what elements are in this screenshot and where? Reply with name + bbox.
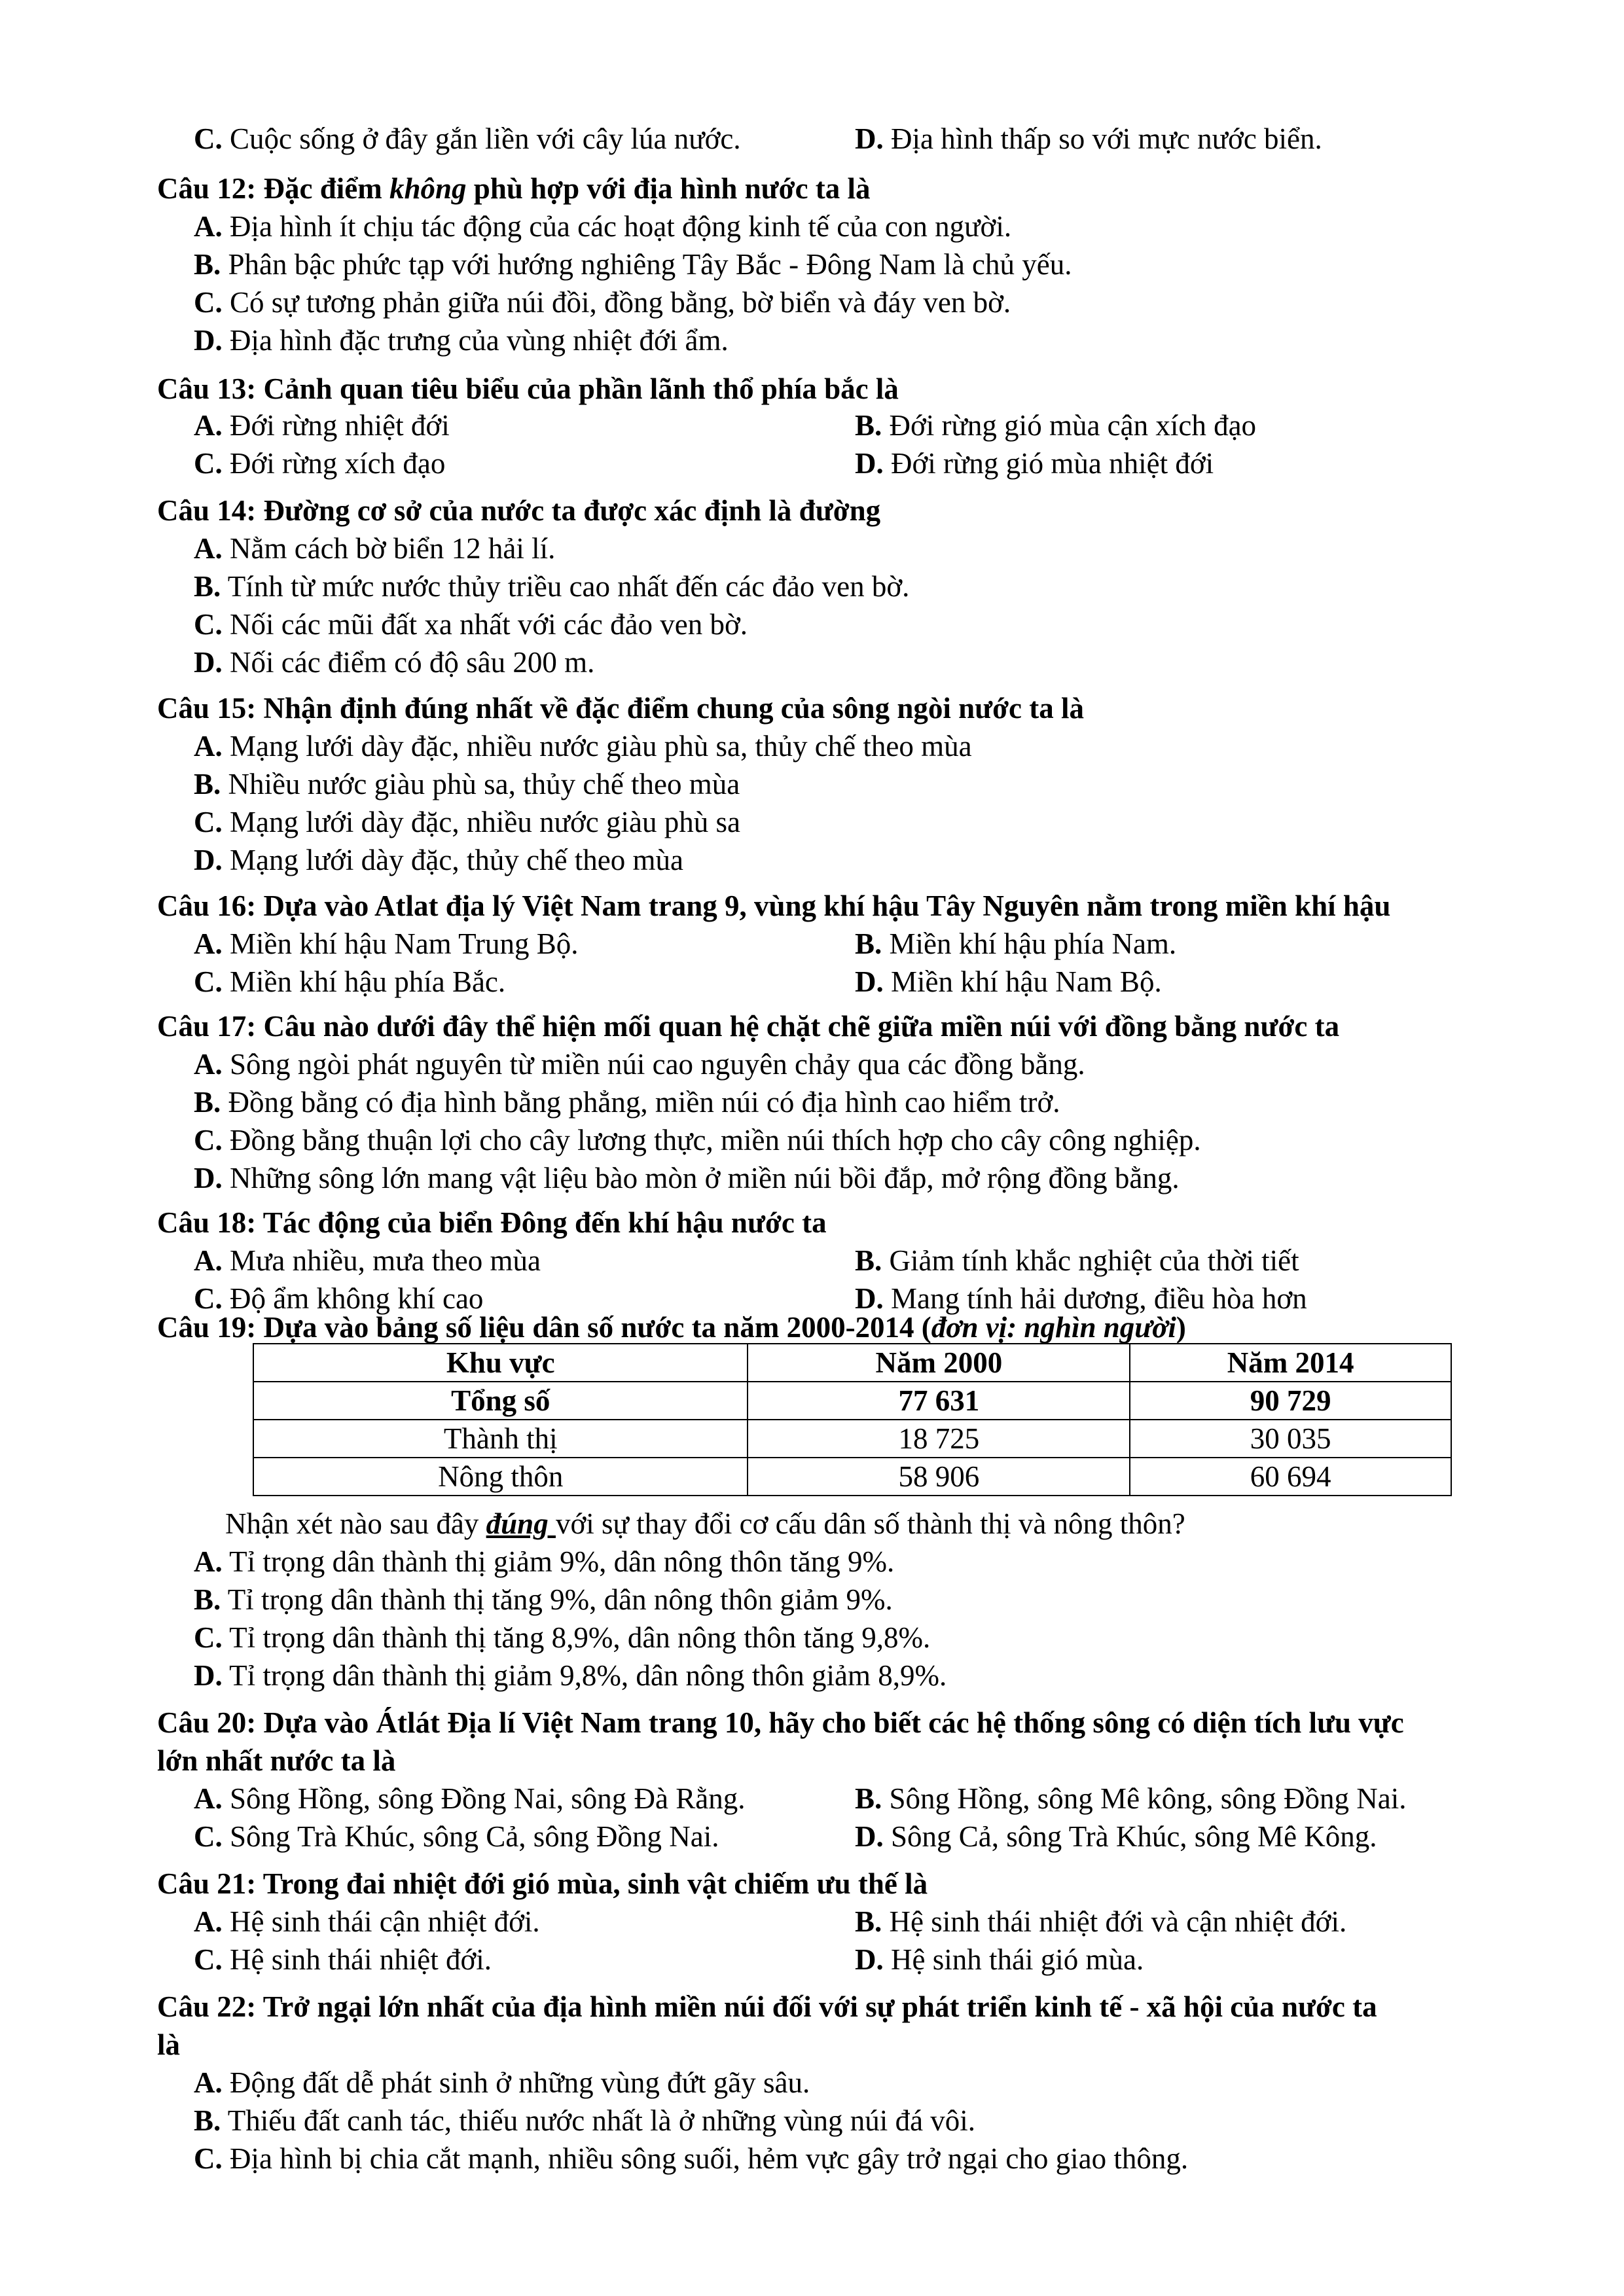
option-c-q14 [194, 606, 748, 643]
option-b-q21 [855, 1903, 1346, 1940]
option-text: Độ ẩm không khí cao [222, 1282, 484, 1315]
option-key: A. [194, 1545, 223, 1578]
option-d-q19 [194, 1657, 947, 1694]
option-key: C. [194, 1943, 223, 1976]
question-text: Nhận định đúng nhất về đặc điểm chung của sông ngòi nước ta là [256, 692, 1085, 725]
option-text: Hệ sinh thái cận nhiệt đới. [222, 1905, 540, 1938]
option-key: A. [194, 1782, 223, 1815]
option-text: Sông Hồng, sông Mê kông, sông Đồng Nai. [882, 1782, 1407, 1815]
option-text: Đới rừng xích đạo [222, 447, 446, 480]
option-a-q15 [194, 728, 972, 764]
option-b-q19 [194, 1581, 893, 1618]
option-key: C. [194, 1621, 223, 1654]
table-cell: 77 631 [748, 1382, 1130, 1420]
question-text: Trong đai nhiệt đới gió mùa, sinh vật chiếm ưu thế là [256, 1867, 928, 1900]
question-label: Câu 20: [157, 1706, 257, 1739]
option-key: D. [855, 1820, 884, 1853]
option-d-q21 [855, 1941, 1144, 1978]
option-key: D. [855, 1282, 884, 1315]
option-key: C. [194, 1124, 223, 1157]
option-key: B. [855, 409, 882, 442]
question-text: Dựa vào Atlat địa lý Việt Nam trang 9, vùng khí hậu Tây Nguyên nằm trong miền khí hậu [256, 889, 1391, 922]
option-key: D. [855, 122, 884, 155]
question-text: Tác động của biển Đông đến khí hậu nước ta [256, 1206, 827, 1239]
option-text: Mang tính hải dương, điều hòa hơn [883, 1282, 1307, 1315]
question-19 [157, 1309, 1186, 1346]
option-b-q22 [194, 2102, 975, 2139]
option-key: B. [194, 570, 221, 603]
option-d-q20 [855, 1818, 1377, 1855]
table-row [253, 1420, 1451, 1458]
option-b-q18 [855, 1242, 1299, 1279]
question-17 [157, 1008, 1339, 1045]
option-key: A. [194, 730, 223, 762]
option-text: Thiếu đất canh tác, thiếu nước nhất là ở những vùng núi đá vôi. [221, 2104, 976, 2137]
option-text: Nhiều nước giàu phù sa, thủy chế theo mùa [221, 768, 740, 800]
option-c-q16 [194, 963, 505, 1000]
option-c-q15 [194, 804, 740, 840]
table-row [253, 1382, 1451, 1420]
question-label: Câu 15: [157, 692, 257, 725]
question-text: Dựa vào Átlát Địa lí Việt Nam trang 10, hãy cho biết các hệ thống sông có diện tích lưu vực [256, 1706, 1404, 1739]
option-key: A. [194, 532, 223, 565]
option-c-q12 [194, 284, 1011, 321]
option-text: Miền khí hậu Nam Trung Bộ. [222, 927, 579, 960]
question-label: Câu 16: [157, 889, 257, 922]
table-cell: Nông thôn [253, 1458, 748, 1496]
option-text: Miền khí hậu Nam Bộ. [883, 965, 1162, 998]
option-text: Địa hình bị chia cắt mạnh, nhiều sông suối, hẻm vực gây trở ngại cho giao thông. [222, 2142, 1189, 2175]
option-key: C. [194, 608, 223, 641]
option-a-q21 [194, 1903, 540, 1940]
question-18 [157, 1204, 827, 1241]
question-text: là [157, 2028, 181, 2061]
option-a-q17 [194, 1046, 1085, 1083]
option-text: Mạng lưới dày đặc, thủy chế theo mùa [222, 844, 683, 876]
header-cell: Năm 2014 [1130, 1344, 1451, 1382]
option-text: Hệ sinh thái nhiệt đới. [222, 1943, 492, 1976]
option-key: C. [194, 447, 223, 480]
option-d-q14 [194, 644, 594, 681]
population-table [253, 1343, 1452, 1496]
statement-emphasis: đúng [486, 1507, 556, 1540]
option-text: Sông ngòi phát nguyên từ miền núi cao nguyên chảy qua các đồng bằng. [222, 1048, 1085, 1081]
option-b-q12 [194, 246, 1072, 283]
option-key: B. [194, 768, 221, 800]
question-text: Trở ngại lớn nhất của địa hình miền núi đối với sự phát triển kinh tế - xã hội của nước ta [256, 1990, 1377, 2023]
option-text: Động đất dễ phát sinh ở những vùng đứt gãy sâu. [222, 2066, 810, 2099]
question-16 [157, 888, 1390, 924]
option-text: Sông Hồng, sông Đồng Nai, sông Đà Rằng. [222, 1782, 746, 1815]
question-text: Dựa vào bảng số liệu dân số nước ta năm 2000-2014 ( [256, 1311, 931, 1344]
option-key: A. [194, 1048, 223, 1081]
option-key: D. [855, 1943, 884, 1976]
option-text: Phân bậc phức tạp với hướng nghiêng Tây Bắc - Đông Nam là chủ yếu. [221, 248, 1072, 281]
option-key: B. [855, 927, 882, 960]
option-text: Địa hình ít chịu tác động của các hoạt động kinh tế của con người. [222, 210, 1012, 243]
option-key: A. [194, 210, 223, 243]
option-text: Đới rừng gió mùa cận xích đạo [882, 409, 1257, 442]
option-text: Có sự tương phản giữa núi đồi, đồng bằng, bờ biển và đáy ven bờ. [222, 286, 1011, 319]
option-key: C. [194, 965, 223, 998]
option-key: D. [194, 646, 223, 679]
option-key: B. [194, 2104, 221, 2137]
question-20-cont [157, 1742, 395, 1779]
option-key: D. [194, 1659, 223, 1692]
statement-text: với sự thay đổi cơ cấu dân số thành thị và nông thôn? [555, 1507, 1185, 1540]
option-key: A. [194, 1905, 223, 1938]
option-text: Hệ sinh thái nhiệt đới và cận nhiệt đới. [882, 1905, 1347, 1938]
option-key: B. [194, 1086, 221, 1119]
question-20 [157, 1704, 1404, 1741]
option-text: Nằm cách bờ biển 12 hải lí. [222, 532, 556, 565]
question-text: ) [1176, 1311, 1186, 1344]
option-key: C. [194, 806, 223, 838]
option-key: D. [194, 1162, 223, 1194]
option-text: Cuộc sống ở đây gắn liền với cây lúa nước. [222, 122, 741, 155]
question-15 [157, 690, 1084, 726]
option-c-q19 [194, 1619, 930, 1656]
question-label: Câu 14: [157, 494, 257, 527]
option-c-q22 [194, 2140, 1188, 2177]
option-key: C. [194, 1282, 223, 1315]
option-text: Miền khí hậu phía Bắc. [222, 965, 506, 998]
option-b-q17 [194, 1084, 1060, 1121]
option-b-q16 [855, 925, 1176, 962]
option-c-q20 [194, 1818, 719, 1855]
option-text: Mạng lưới dày đặc, nhiều nước giàu phù sa [222, 806, 740, 838]
option-text: Địa hình đặc trưng của vùng nhiệt đới ẩm. [222, 324, 729, 357]
option-key: B. [855, 1244, 882, 1277]
option-text: Sông Trà Khúc, sông Cả, sông Đồng Nai. [222, 1820, 719, 1853]
table-row [253, 1458, 1451, 1496]
option-a-q20 [194, 1780, 745, 1817]
option-c-q21 [194, 1941, 492, 1978]
option-key: B. [194, 248, 221, 281]
option-text: Những sông lớn mang vật liệu bào mòn ở miền núi bồi đắp, mở rộng đồng bằng. [222, 1162, 1180, 1194]
header-cell: Năm 2000 [748, 1344, 1130, 1382]
option-d-q17 [194, 1160, 1180, 1196]
option-key: D. [194, 324, 223, 357]
question-13 [157, 370, 899, 407]
option-a-q14 [194, 530, 555, 567]
question-label: Câu 19: [157, 1311, 257, 1344]
option-c-q13 [194, 445, 445, 482]
option-key: D. [855, 965, 884, 998]
option-text: Sông Cả, sông Trà Khúc, sông Mê Kông. [883, 1820, 1377, 1853]
table-cell: 18 725 [748, 1420, 1130, 1458]
option-text: Nối các mũi đất xa nhất với các đảo ven bờ. [222, 608, 748, 641]
question-text: lớn nhất nước ta là [157, 1744, 396, 1777]
option-b-q14 [194, 568, 909, 605]
option-a-q19 [194, 1543, 894, 1580]
option-text: Tỉ trọng dân thành thị giảm 9%, dân nông thôn tăng 9%. [222, 1545, 895, 1578]
option-text: Tỉ trọng dân thành thị tăng 9%, dân nông thôn giảm 9%. [221, 1583, 893, 1616]
option-a-q16 [194, 925, 579, 962]
table-cell: 58 906 [748, 1458, 1130, 1496]
question-label: Câu 22: [157, 1990, 257, 2023]
option-d-q16 [855, 963, 1162, 1000]
option-text: Mạng lưới dày đặc, nhiều nước giàu phù sa, thủy chế theo mùa [222, 730, 972, 762]
option-text: Giảm tính khắc nghiệt của thời tiết [882, 1244, 1299, 1277]
statement-text: Nhận xét nào sau đây [225, 1507, 486, 1540]
unit-note: đơn vị: nghìn người [931, 1311, 1176, 1344]
option-text: Đới rừng gió mùa nhiệt đới [883, 447, 1214, 480]
table-cell: Tổng số [253, 1382, 748, 1420]
option-key: C. [194, 1820, 223, 1853]
option-b-q20 [855, 1780, 1407, 1817]
header-cell: Khu vực [253, 1344, 748, 1382]
question-emphasis: không [389, 172, 467, 205]
option-a-q18 [194, 1242, 541, 1279]
option-text: Đồng bằng thuận lợi cho cây lương thực, miền núi thích hợp cho cây công nghiệp. [222, 1124, 1201, 1157]
table-cell: 90 729 [1130, 1382, 1451, 1420]
option-key: C. [194, 2142, 223, 2175]
question-21 [157, 1865, 928, 1902]
option-key: C. [194, 286, 223, 319]
option-key: D. [855, 447, 884, 480]
option-text: Mưa nhiều, mưa theo mùa [222, 1244, 541, 1277]
option-a-q22 [194, 2064, 810, 2101]
option-text: Nối các điểm có độ sâu 200 m. [222, 646, 595, 679]
question-label: Câu 18: [157, 1206, 257, 1239]
question-22-cont [157, 2026, 180, 2063]
option-a-q13 [194, 407, 450, 444]
table-cell: Thành thị [253, 1420, 748, 1458]
question-text: Cảnh quan tiêu biểu của phần lãnh thổ phía bắc là [256, 372, 899, 405]
option-text: Đồng bằng có địa hình bằng phẳng, miền núi có địa hình cao hiểm trở. [221, 1086, 1060, 1119]
option-text: Tỉ trọng dân thành thị giảm 9,8%, dân nông thôn giảm 8,9%. [222, 1659, 947, 1692]
option-b-q15 [194, 766, 740, 802]
question-text: phù hợp với địa hình nước ta là [466, 172, 871, 205]
option-d-q11 [855, 120, 1322, 157]
option-key: C. [194, 122, 223, 155]
table-header-row [253, 1344, 1451, 1382]
question-22 [157, 1988, 1377, 2025]
option-key: A. [194, 927, 223, 960]
option-key: A. [194, 2066, 223, 2099]
option-key: A. [194, 1244, 223, 1277]
option-a-q12 [194, 208, 1011, 245]
option-text: Hệ sinh thái gió mùa. [883, 1943, 1144, 1976]
question-label: Câu 17: [157, 1010, 257, 1043]
option-b-q13 [855, 407, 1256, 444]
option-text: Địa hình thấp so với mực nước biển. [883, 122, 1322, 155]
option-text: Miền khí hậu phía Nam. [882, 927, 1177, 960]
table-cell: 60 694 [1130, 1458, 1451, 1496]
question-label: Câu 21: [157, 1867, 257, 1900]
option-text: Tỉ trọng dân thành thị tăng 8,9%, dân nông thôn tăng 9,8%. [222, 1621, 931, 1654]
option-d-q13 [855, 445, 1214, 482]
question-12 [157, 170, 871, 207]
question-label: Câu 13: [157, 372, 257, 405]
question-14 [157, 492, 880, 529]
table-cell: 30 035 [1130, 1420, 1451, 1458]
option-key: A. [194, 409, 223, 442]
option-d-q12 [194, 322, 729, 359]
option-text: Tính từ mức nước thủy triều cao nhất đến các đảo ven bờ. [221, 570, 910, 603]
option-d-q15 [194, 842, 683, 878]
option-c-q17 [194, 1122, 1201, 1158]
option-text: Đới rừng nhiệt đới [222, 409, 450, 442]
option-key: B. [194, 1583, 221, 1616]
option-key: B. [855, 1782, 882, 1815]
question-label: Câu 12: [157, 172, 257, 205]
option-key: B. [855, 1905, 882, 1938]
question-text: Đường cơ sở của nước ta được xác định là đường [256, 494, 881, 527]
question-text: Câu nào dưới đây thể hiện mối quan hệ chặt chẽ giữa miền núi với đồng bằng nước ta [256, 1010, 1340, 1043]
option-key: D. [194, 844, 223, 876]
question-19-statement [225, 1505, 1185, 1542]
option-c-q11 [194, 120, 741, 157]
question-text: Đặc điểm [256, 172, 389, 205]
